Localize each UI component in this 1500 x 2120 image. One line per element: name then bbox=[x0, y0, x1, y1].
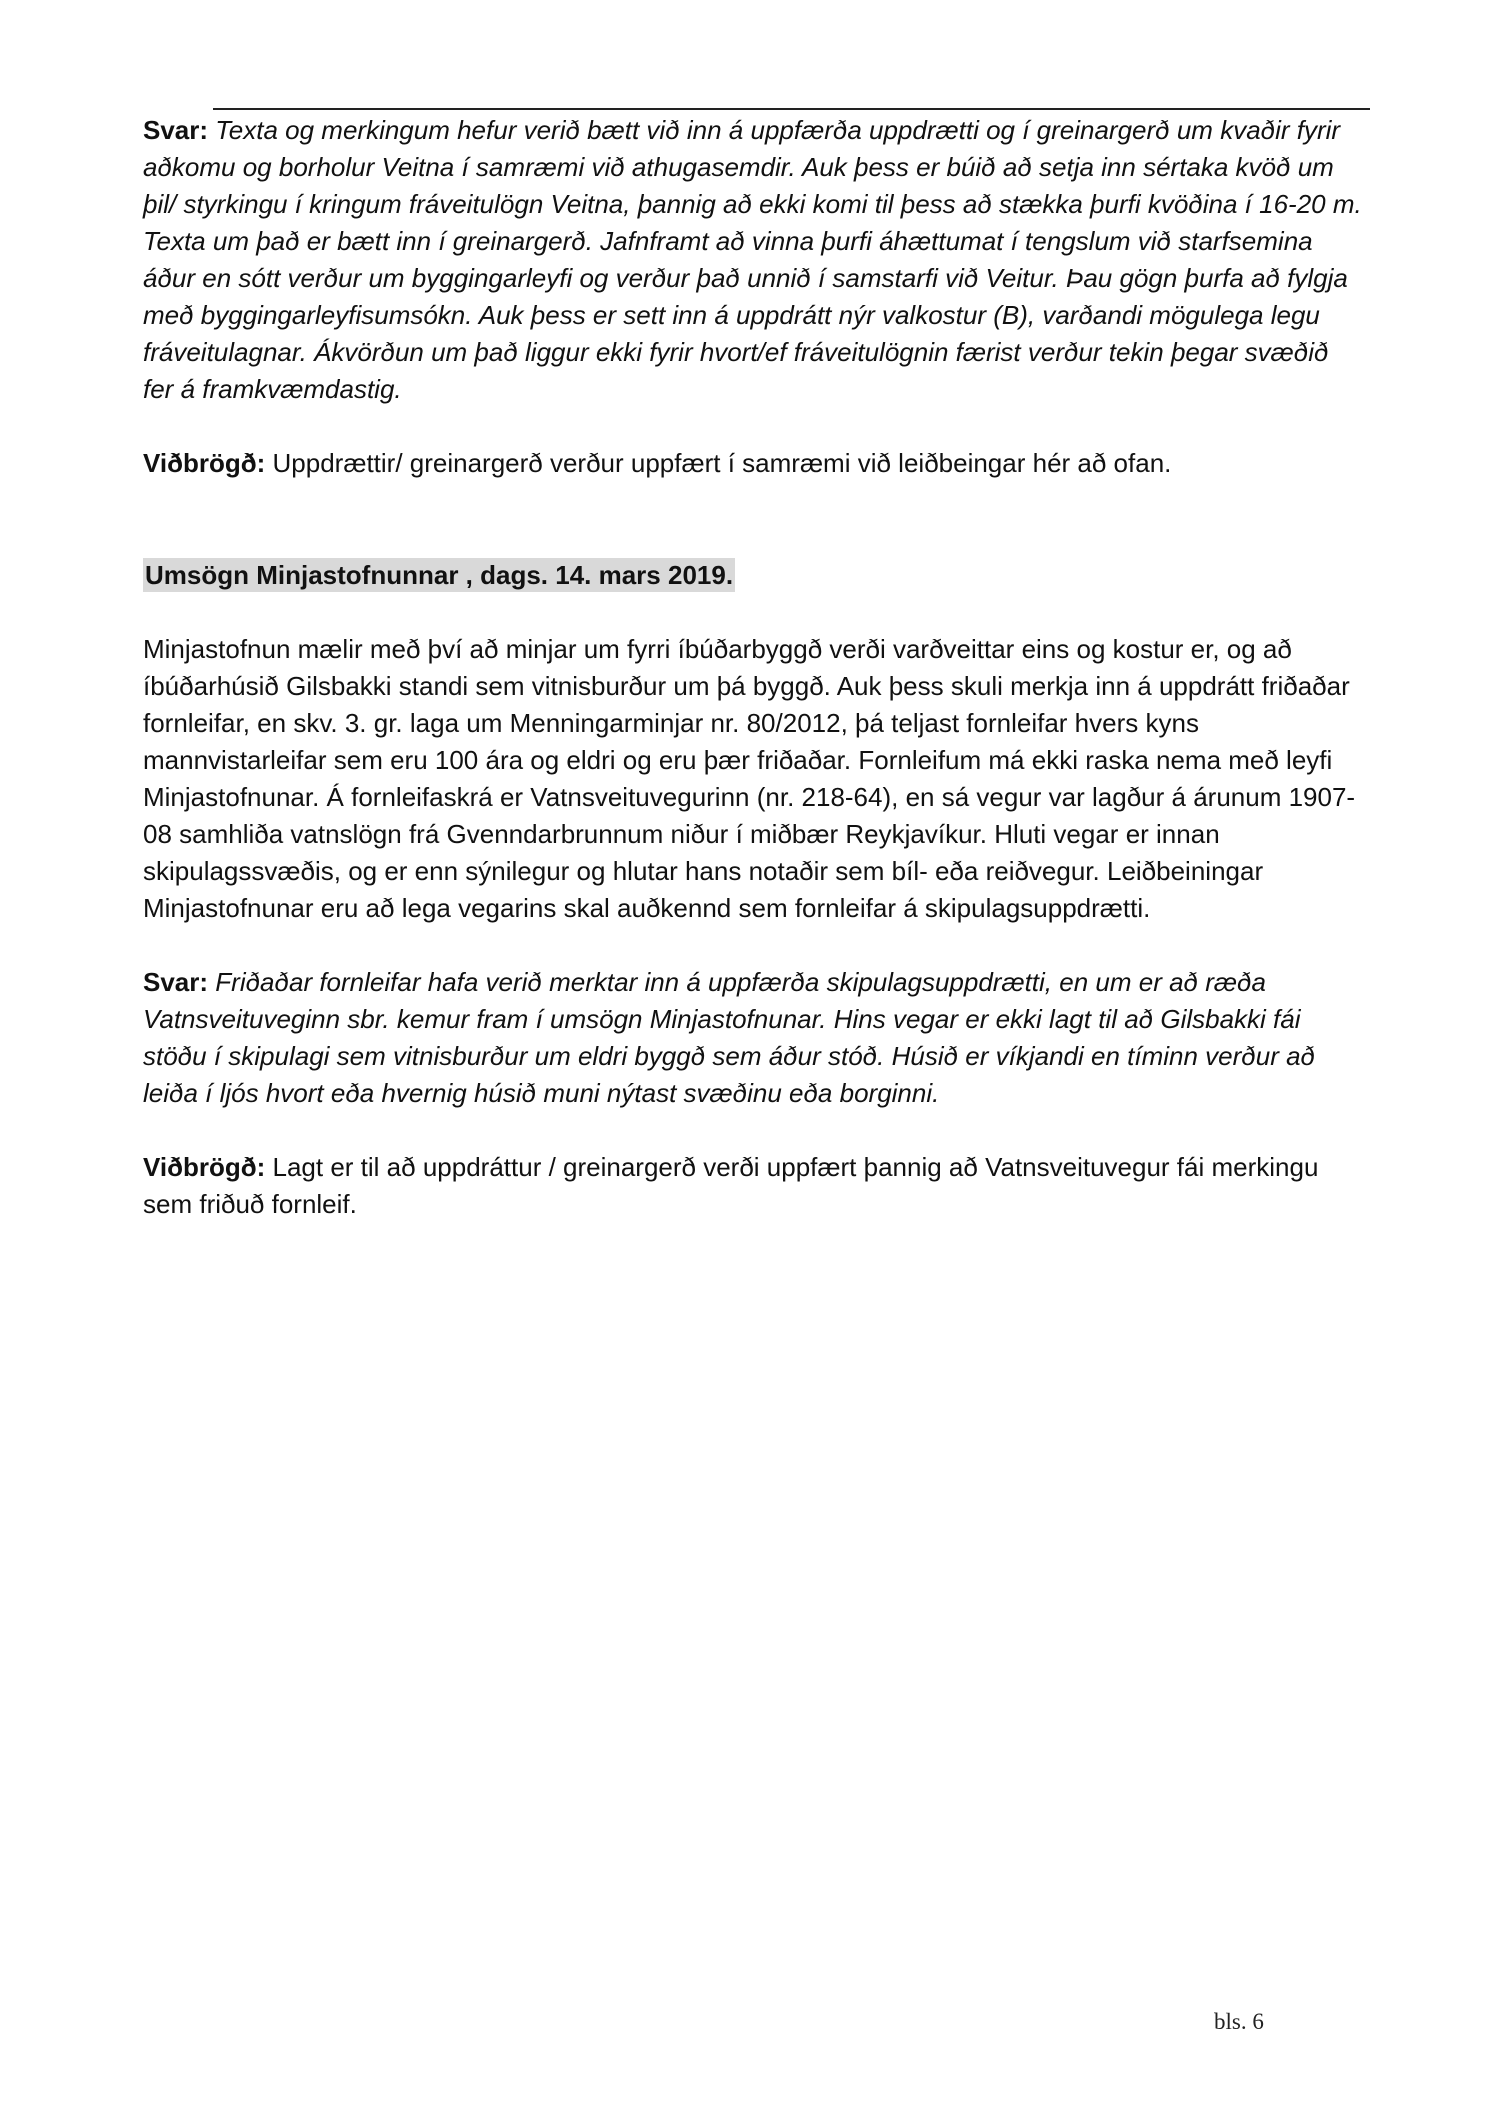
section-heading bbox=[143, 557, 1363, 594]
top-rule bbox=[213, 108, 1370, 110]
reply-text-2: Friðaðar fornleifar hafa verið merktar inn á uppfærða skipulagsuppdrætti, en um er að ræða Vatnsveituveginn sbr. kemur fram í umsögn Minjastofnunar. Hins vegar er ekki lagt til að Gilsbakki fái stöðu í skipulagi sem vitnisburður um eldri byggð sem áður stóð. Húsið er víkjandi en tíminn verður að leiða í ljós hvort eða hvernig húsið muni nýtast svæðinu eða borginni. bbox=[143, 967, 1316, 1108]
response-label-1: Viðbrögð: bbox=[143, 448, 266, 478]
page-number: bls. 6 bbox=[1214, 2009, 1264, 2034]
reply-label-2: Svar: bbox=[143, 967, 209, 997]
response-paragraph-2 bbox=[143, 1149, 1363, 1223]
section-body: Minjastofnun mælir með því að minjar um fyrri íbúðarbyggð verði varðveittar eins og kostur er, og að íbúðarhúsið Gilsbakki standi sem vitnisburður um þá byggð. Auk þess skuli merkja inn á uppdrátt friðaðar fornleifar, en skv. 3. gr. laga um Menningarminjar nr. 80/2012, þá teljast fornleifar hvers kyns mannvistarleifar sem eru 100 ára og eldri og eru þær friðaðar. Fornleifum má ekki raska nema með leyfi Minjastofnunar. Á fornleifaskrá er Vatnsveituvegurinn (nr. 218-64), en sá vegur var lagður á árunum 1907-08 samhliða vatnslögn frá Gvenndarbrunnum niður í miðbær Reykjavíkur. Hluti vegar er innan skipulagssvæðis, og er enn sýnilegur og hlutar hans notaðir sem bíl- eða reiðvegur. Leiðbeiningar Minjastofnunar eru að lega vegarins skal auðkennd sem fornleifar á skipulagsuppdrætti. bbox=[143, 634, 1356, 923]
document-body bbox=[143, 112, 1363, 1260]
reply-paragraph-1 bbox=[143, 112, 1363, 408]
response-text-1: Uppdrættir/ greinargerð verður uppfært í samræmi við leiðbeingar hér að ofan. bbox=[272, 448, 1172, 478]
section-heading-text: Umsögn Minjastofnunnar , dags. 14. mars 2019. bbox=[145, 560, 734, 590]
response-text-2: Lagt er til að uppdráttur / greinargerð verði uppfært þannig að Vatnsveituvegur fái merkingu sem friðuð fornleif. bbox=[143, 1152, 1319, 1219]
reply-paragraph-2 bbox=[143, 964, 1363, 1112]
reply-text-1: Texta og merkingum hefur verið bætt við inn á uppfærða uppdrætti og í greinargerð um kvaðir fyrir aðkomu og borholur Veitna í samræmi við athugasemdir. Auk þess er búið að setja inn sértaka kvöð um þil/ styrkingu í kringum fráveitulögn Veitna, þannig að ekki komi til þess að stækka þurfi kvöðina í 16-20 m. Texta um það er bætt inn í greinargerð. Jafnframt að vinna þurfi áhættumat í tengslum við starfsemina áður en sótt verður um byggingarleyfi og verður það unnið í samstarfi við Veitur. Þau gögn þurfa að fylgja með byggingarleyfisumsókn. Auk þess er sett inn á uppdrátt nýr valkostur (B), varðandi mögulega legu fráveitulagnar. Ákvörðun um það liggur ekki fyrir hvort/ef fráveitulögnin færist verður tekin þegar svæðið fer á framkvæmdastig. bbox=[143, 115, 1362, 404]
response-paragraph-1 bbox=[143, 445, 1363, 482]
response-label-2: Viðbrögð: bbox=[143, 1152, 266, 1182]
reply-label-1: Svar: bbox=[143, 115, 209, 145]
